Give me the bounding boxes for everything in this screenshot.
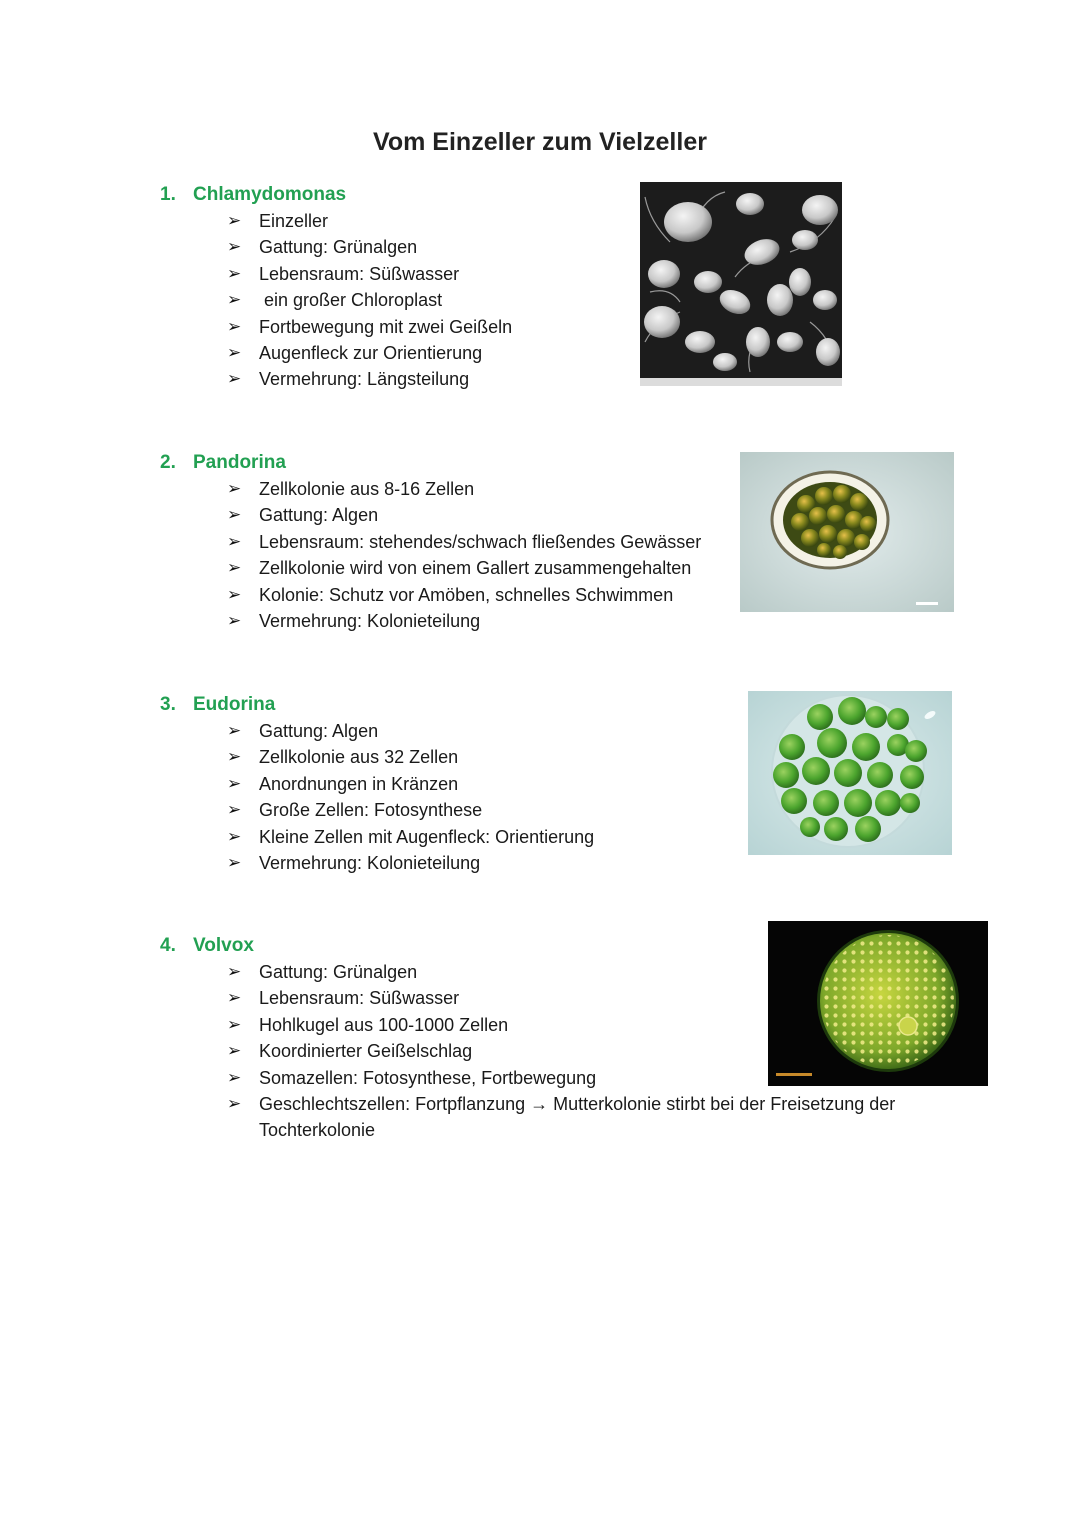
section-number: 3. — [160, 694, 176, 715]
list-item: ➢ Große Zellen: Fotosynthese — [227, 797, 594, 823]
section-chlamydomonas — [160, 182, 512, 393]
list-item: ➢ Geschlechtszellen: Fortpflanzung → Mutterkolonie stirbt bei der Freisetzung der Tochterkolonie — [227, 1091, 939, 1144]
bullet-list — [160, 476, 701, 634]
arrow-bullet-icon: ➢ — [227, 505, 242, 525]
list-item: ➢ Vermehrung: Kolonieteilung — [227, 850, 594, 876]
arrow-bullet-icon: ➢ — [227, 1067, 242, 1087]
pandorina-micrograph — [740, 452, 954, 612]
list-item: ➢ Zellkolonie aus 8-16 Zellen — [227, 476, 701, 502]
arrow-bullet-icon: ➢ — [227, 263, 242, 283]
arrow-bullet-icon: ➢ — [227, 343, 242, 363]
list-item: ➢ Vermehrung: Kolonieteilung — [227, 608, 701, 634]
arrow-bullet-icon: ➢ — [227, 1041, 242, 1061]
section-name: Eudorina — [193, 694, 276, 715]
list-item: ➢ ein großer Chloroplast — [227, 287, 512, 313]
list-item: ➢ Augenfleck zur Orientierung — [227, 340, 512, 366]
arrow-bullet-icon: ➢ — [227, 531, 242, 551]
section-number: 1. — [160, 184, 176, 205]
list-item: ➢ Gattung: Algen — [227, 718, 594, 744]
arrow-bullet-icon: ➢ — [227, 962, 242, 981]
list-item: ➢ Gattung: Grünalgen — [227, 959, 939, 985]
arrow-bullet-icon: ➢ — [227, 316, 242, 336]
section-eudorina — [160, 692, 594, 876]
arrow-bullet-icon: ➢ — [227, 558, 242, 578]
arrow-bullet-icon: ➢ — [227, 584, 242, 604]
arrow-bullet-icon: ➢ — [227, 1094, 242, 1114]
eudorina-micrograph — [748, 691, 952, 855]
list-item: ➢ Lebensraum: Süßwasser — [227, 261, 512, 287]
list-item: ➢ Zellkolonie wird von einem Gallert zusammengehalten — [227, 555, 701, 581]
list-item: ➢ Fortbewegung mit zwei Geißeln — [227, 314, 512, 340]
arrow-bullet-icon: ➢ — [227, 773, 242, 793]
list-item: ➢ Kleine Zellen mit Augenfleck: Orientierung — [227, 824, 594, 850]
list-item: ➢ Kolonie: Schutz vor Amöben, schnelles Schwimmen — [227, 582, 701, 608]
list-item: ➢ Anordnungen in Kränzen — [227, 771, 594, 797]
list-item: ➢ Einzeller — [227, 208, 512, 234]
list-item: ➢ Lebensraum: Süßwasser — [227, 985, 939, 1011]
section-heading — [160, 450, 701, 476]
arrow-bullet-icon: ➢ — [227, 721, 242, 740]
section-number: 2. — [160, 452, 176, 473]
volvox-micrograph — [768, 921, 988, 1086]
arrow-bullet-icon: ➢ — [227, 237, 242, 257]
page-title: Vom Einzeller zum Vielzeller — [373, 128, 707, 156]
arrow-bullet-icon: ➢ — [227, 611, 242, 631]
arrow-bullet-icon: ➢ — [227, 479, 242, 498]
arrow-bullet-icon: ➢ — [227, 211, 242, 230]
bullet-list — [160, 208, 512, 393]
arrow-bullet-icon: ➢ — [227, 988, 242, 1008]
section-name: Chlamydomonas — [193, 184, 347, 205]
section-name: Volvox — [193, 935, 254, 956]
arrow-bullet-icon: ➢ — [227, 800, 242, 820]
list-item: ➢ Lebensraum: stehendes/schwach fließendes Gewässer — [227, 529, 701, 555]
section-name: Pandorina — [193, 452, 286, 473]
section-heading — [160, 182, 512, 208]
list-item: ➢ Somazellen: Fotosynthese, Fortbewegung — [227, 1065, 939, 1091]
chlamydomonas-micrograph — [640, 182, 842, 386]
list-item: ➢ Hohlkugel aus 100-1000 Zellen — [227, 1012, 939, 1038]
section-heading — [160, 692, 594, 718]
arrow-bullet-icon: ➢ — [227, 853, 242, 873]
list-item: ➢ Vermehrung: Längsteilung — [227, 366, 512, 392]
arrow-bullet-icon: ➢ — [227, 747, 242, 767]
list-item: ➢ Gattung: Grünalgen — [227, 234, 512, 260]
section-pandorina — [160, 450, 701, 634]
arrow-bullet-icon: ➢ — [227, 290, 242, 310]
arrow-bullet-icon: ➢ — [227, 826, 242, 846]
list-item: ➢ Koordinierter Geißelschlag — [227, 1038, 939, 1064]
bullet-list — [160, 718, 594, 876]
arrow-bullet-icon: ➢ — [227, 1014, 242, 1034]
list-item: ➢ Zellkolonie aus 32 Zellen — [227, 744, 594, 770]
section-number: 4. — [160, 935, 176, 956]
list-item: ➢ Gattung: Algen — [227, 502, 701, 528]
arrow-bullet-icon: ➢ — [227, 369, 242, 389]
